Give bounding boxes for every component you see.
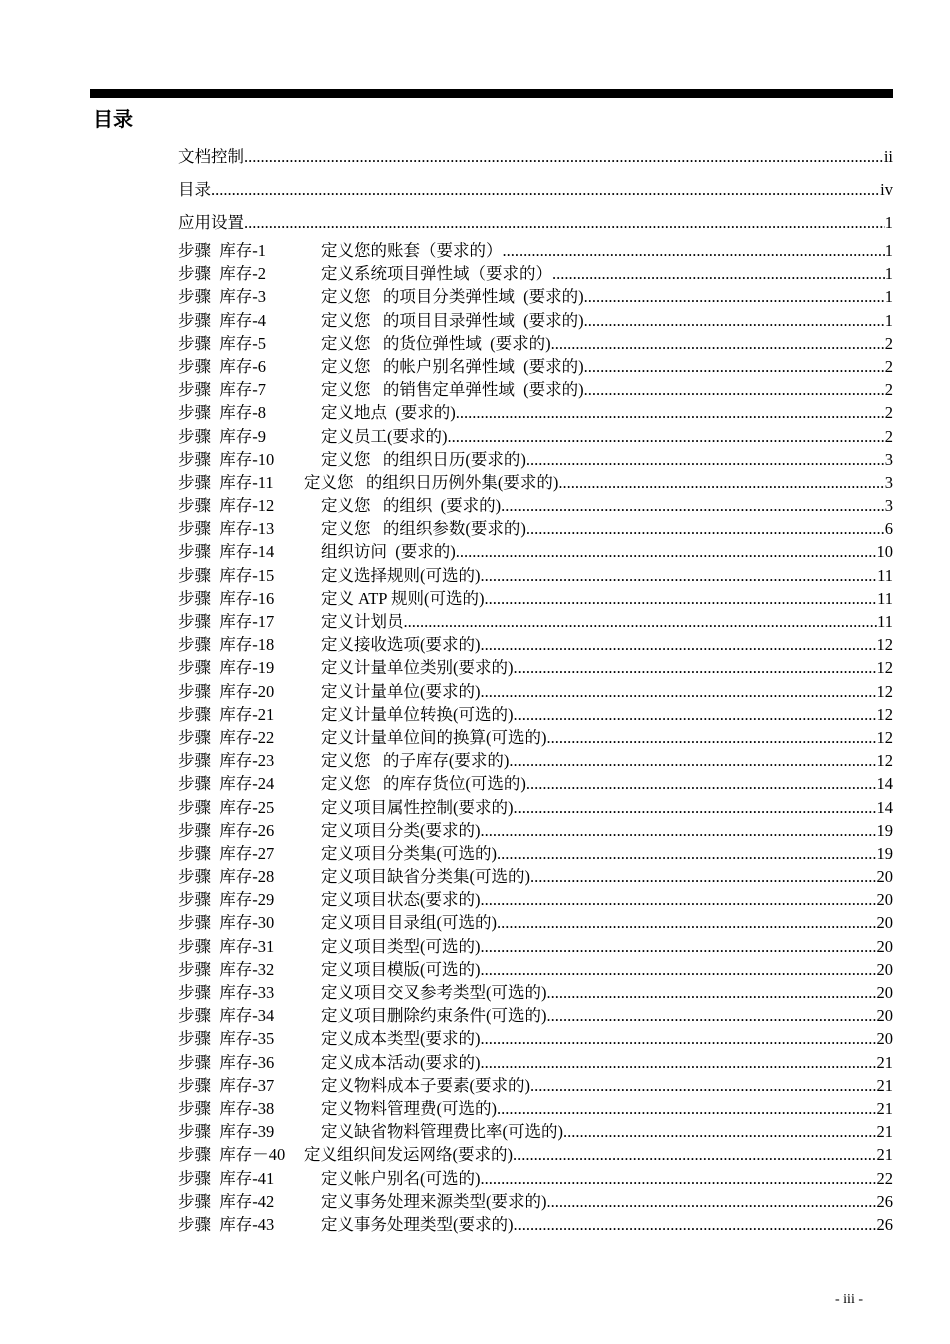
toc-step-page: 21 xyxy=(876,1098,893,1118)
toc-step-label: 步骤 库存-38 xyxy=(178,1098,275,1118)
toc-step-page: 12 xyxy=(876,658,893,678)
toc-step-entry[interactable] xyxy=(178,981,893,1004)
toc-step-entry[interactable] xyxy=(178,749,893,772)
toc-step-title: 定义事务处理类型(要求的) xyxy=(321,1214,514,1234)
dot-leader xyxy=(501,494,885,517)
toc-step-page: 21 xyxy=(876,1145,893,1165)
toc-step-label: 步骤 库存-18 xyxy=(178,635,275,655)
toc-step-entry[interactable] xyxy=(178,911,893,934)
toc-step-page: 20 xyxy=(876,867,893,887)
toc-step-page: 3 xyxy=(884,496,893,516)
toc-step-label: 步骤 库存-43 xyxy=(178,1214,275,1234)
toc-step-label: 步骤 库存-25 xyxy=(178,797,275,817)
toc-step-entry[interactable] xyxy=(178,425,893,448)
toc-entry[interactable] xyxy=(178,206,893,239)
toc-step-label: 步骤 库存－40 xyxy=(178,1145,286,1165)
toc-step-page: 10 xyxy=(876,542,893,562)
toc-step-page: 26 xyxy=(876,1191,893,1211)
toc-step-title: 定义项目目录组(可选的) xyxy=(321,913,497,933)
toc-step-entry[interactable] xyxy=(178,401,893,424)
toc-step-entry[interactable] xyxy=(178,540,893,563)
dot-leader xyxy=(551,332,885,355)
toc-step-label: 步骤 库存-12 xyxy=(178,496,275,516)
toc-step-label: 步骤 库存-20 xyxy=(178,681,275,701)
toc-step-label: 步骤 库存-23 xyxy=(178,751,275,771)
toc-step-page: 20 xyxy=(876,959,893,979)
dot-leader xyxy=(547,1190,877,1213)
toc-step-page: 1 xyxy=(884,264,893,284)
toc-step-title: 定义物料成本子要素(要求的) xyxy=(321,1075,530,1095)
toc-step-title: 定义计划员 xyxy=(321,612,404,631)
toc-step-label: 步骤 库存-30 xyxy=(178,913,275,933)
toc-step-page: 12 xyxy=(876,704,893,724)
toc-step-page: 21 xyxy=(876,1075,893,1095)
toc-step-page: 6 xyxy=(884,519,893,539)
toc-step-label: 步骤 库存-3 xyxy=(178,287,266,307)
dot-leader xyxy=(514,1213,877,1236)
dot-leader xyxy=(497,842,877,865)
toc-step-page: 11 xyxy=(877,565,893,585)
toc-step-page: 2 xyxy=(884,426,893,446)
toc-step-entry[interactable] xyxy=(178,1074,893,1097)
dot-leader xyxy=(509,749,876,772)
toc-step-entry[interactable] xyxy=(178,958,893,981)
toc-step-label: 步骤 库存-27 xyxy=(178,843,275,863)
toc-step-entry[interactable] xyxy=(178,703,893,726)
dot-leader xyxy=(481,958,877,981)
toc-step-title: 定义您 的组织日历(要求的) xyxy=(321,449,526,469)
toc-step-label: 步骤 库存-36 xyxy=(178,1052,275,1072)
toc-step-entry[interactable] xyxy=(178,494,893,517)
toc-step-entry[interactable] xyxy=(178,819,893,842)
dot-leader xyxy=(563,1120,877,1143)
dot-leader xyxy=(484,587,877,610)
toc-step-page: 20 xyxy=(876,1006,893,1026)
dot-leader xyxy=(456,540,877,563)
toc-entry[interactable] xyxy=(178,173,893,206)
dot-leader xyxy=(514,656,877,679)
dot-leader xyxy=(481,680,877,703)
toc-step-title: 定义您 的组织 (要求的) xyxy=(321,496,502,516)
toc-step-title: 定义您 的货位弹性域 (要求的) xyxy=(321,333,551,353)
toc-step-entry[interactable] xyxy=(178,262,893,285)
toc-step-entry[interactable] xyxy=(178,471,893,494)
dot-leader xyxy=(547,1004,877,1027)
page-number: - iii - xyxy=(835,1292,863,1307)
toc-step-entry[interactable] xyxy=(178,1167,893,1190)
toc-step-entry[interactable] xyxy=(178,726,893,749)
toc-step-page: 2 xyxy=(884,380,893,400)
toc-step-page: 20 xyxy=(876,936,893,956)
toc-step-entry[interactable] xyxy=(178,448,893,471)
toc-step-entry[interactable] xyxy=(178,1190,893,1213)
dot-leader xyxy=(481,1167,877,1190)
toc-step-label: 步骤 库存-34 xyxy=(178,1006,275,1026)
toc-entry-title: 目录 xyxy=(178,180,211,199)
toc-step-page: 12 xyxy=(876,681,893,701)
toc-step-title: 定义员工(要求的) xyxy=(321,426,448,446)
dot-leader xyxy=(503,239,885,262)
toc-step-title: 定义项目分类集(可选的) xyxy=(321,843,497,863)
toc-step-page: 20 xyxy=(876,913,893,933)
toc-step-entry[interactable] xyxy=(178,517,893,540)
toc-step-title: 定义缺省物料管理费比率(可选的) xyxy=(321,1122,563,1142)
toc-step-title: 定义项目属性控制(要求的) xyxy=(321,797,514,817)
dot-leader xyxy=(244,140,884,173)
dot-leader xyxy=(244,206,885,239)
toc-step-title: 定义您 的子库存(要求的) xyxy=(321,751,510,771)
dot-leader xyxy=(211,173,880,206)
toc-step-entry[interactable] xyxy=(178,610,893,633)
toc-step-entry[interactable] xyxy=(178,587,893,610)
toc-step-title: 定义计量单位间的换算(可选的) xyxy=(321,727,547,747)
dot-leader xyxy=(481,1027,877,1050)
toc-step-label: 步骤 库存-39 xyxy=(178,1122,275,1142)
dot-leader xyxy=(584,378,885,401)
toc-step-entry[interactable] xyxy=(178,564,893,587)
toc-step-entry[interactable] xyxy=(178,888,893,911)
table-of-contents xyxy=(178,140,893,1236)
toc-step-page: 12 xyxy=(876,751,893,771)
toc-step-label: 步骤 库存-17 xyxy=(178,612,275,631)
toc-step-title: 定义计量单位转换(可选的) xyxy=(321,704,514,724)
dot-leader xyxy=(530,1074,877,1097)
toc-step-title: 定义您 的项目分类弹性域 (要求的) xyxy=(321,287,584,307)
dot-leader xyxy=(547,726,877,749)
toc-step-label: 步骤 库存-24 xyxy=(178,774,275,794)
toc-step-entry[interactable] xyxy=(178,1097,893,1120)
toc-step-entry[interactable] xyxy=(178,935,893,958)
toc-step-title: 定义您 的库存货位(可选的) xyxy=(321,774,526,794)
toc-step-page: 21 xyxy=(876,1122,893,1142)
dot-leader xyxy=(584,285,885,308)
toc-step-title: 定义项目分类(要求的) xyxy=(321,820,481,840)
toc-step-label: 步骤 库存-31 xyxy=(178,936,275,956)
toc-step-label: 步骤 库存-35 xyxy=(178,1029,275,1049)
toc-step-entry[interactable] xyxy=(178,1027,893,1050)
toc-step-label: 步骤 库存-11 xyxy=(178,472,274,492)
toc-entry-page: 1 xyxy=(884,213,893,232)
toc-step-label: 步骤 库存-15 xyxy=(178,565,275,585)
dot-leader xyxy=(404,610,878,633)
dot-leader xyxy=(448,425,885,448)
toc-step-label: 步骤 库存-10 xyxy=(178,449,275,469)
toc-step-entry[interactable] xyxy=(178,1143,893,1166)
toc-heading: 目录 xyxy=(93,107,133,131)
toc-step-label: 步骤 库存-9 xyxy=(178,426,266,446)
dot-leader xyxy=(558,471,884,494)
toc-step-title: 定义地点 (要求的) xyxy=(321,403,456,423)
toc-step-title: 定义您的账套（要求的） xyxy=(321,241,503,260)
toc-step-label: 步骤 库存-33 xyxy=(178,983,275,1002)
toc-step-title: 定义您 的组织参数(要求的) xyxy=(321,519,526,539)
dot-leader xyxy=(526,448,885,471)
toc-step-label: 步骤 库存-42 xyxy=(178,1191,275,1211)
top-rule xyxy=(90,89,893,98)
toc-entry-title: 文档控制 xyxy=(178,147,244,166)
toc-step-page: 19 xyxy=(876,843,893,863)
toc-step-title: 定义项目类型(可选的) xyxy=(321,936,481,956)
toc-step-label: 步骤 库存-19 xyxy=(178,658,275,678)
toc-step-title: 定义组织间发运网络(要求的) xyxy=(304,1145,513,1165)
toc-step-entry[interactable] xyxy=(178,1051,893,1074)
toc-step-page: 3 xyxy=(884,449,893,469)
toc-step-entry[interactable] xyxy=(178,332,893,355)
dot-leader xyxy=(514,703,877,726)
toc-step-page: 2 xyxy=(884,403,893,423)
toc-step-page: 21 xyxy=(876,1052,893,1072)
dot-leader xyxy=(584,309,885,332)
toc-step-page: 11 xyxy=(877,588,893,608)
toc-step-title: 定义 ATP 规则(可选的) xyxy=(321,588,485,608)
toc-step-page: 20 xyxy=(876,983,893,1002)
toc-step-label: 步骤 库存-26 xyxy=(178,820,275,840)
toc-step-title: 定义成本活动(要求的) xyxy=(321,1052,481,1072)
toc-step-label: 步骤 库存-13 xyxy=(178,519,275,539)
toc-step-label: 步骤 库存-1 xyxy=(178,241,266,260)
dot-leader xyxy=(497,1097,877,1120)
toc-step-page: 20 xyxy=(876,1029,893,1049)
toc-step-entry[interactable] xyxy=(178,680,893,703)
toc-step-title: 定义项目删除约束条件(可选的) xyxy=(321,1006,547,1026)
toc-step-page: 26 xyxy=(876,1214,893,1234)
dot-leader xyxy=(547,981,877,1004)
dot-leader xyxy=(481,935,877,958)
toc-step-entry[interactable] xyxy=(178,656,893,679)
dot-leader xyxy=(481,888,877,911)
toc-step-entry[interactable] xyxy=(178,378,893,401)
dot-leader xyxy=(481,633,877,656)
toc-step-entry[interactable] xyxy=(178,796,893,819)
toc-step-title: 定义系统项目弹性域（要求的） xyxy=(321,264,552,284)
toc-step-title: 定义物料管理费(可选的) xyxy=(321,1098,497,1118)
toc-entry-title: 应用设置 xyxy=(178,213,244,232)
toc-step-entry[interactable] xyxy=(178,842,893,865)
toc-step-page: 22 xyxy=(876,1168,893,1188)
toc-step-page: 2 xyxy=(884,356,893,376)
dot-leader xyxy=(481,564,878,587)
toc-step-entry[interactable] xyxy=(178,1120,893,1143)
toc-step-page: 1 xyxy=(884,287,893,307)
toc-step-title: 定义计量单位类别(要求的) xyxy=(321,658,514,678)
dot-leader xyxy=(526,517,885,540)
toc-step-entry[interactable] xyxy=(178,865,893,888)
toc-step-page: 11 xyxy=(877,612,893,631)
toc-step-page: 12 xyxy=(876,727,893,747)
toc-step-label: 步骤 库存-8 xyxy=(178,403,266,423)
toc-entry[interactable] xyxy=(178,140,893,173)
page-footer xyxy=(0,1292,950,1308)
toc-step-label: 步骤 库存-28 xyxy=(178,867,275,887)
toc-step-entry[interactable] xyxy=(178,239,893,262)
toc-step-label: 步骤 库存-6 xyxy=(178,356,266,376)
toc-step-page: 12 xyxy=(876,635,893,655)
toc-step-entry[interactable] xyxy=(178,772,893,795)
toc-step-title: 定义您 的项目目录弹性域 (要求的) xyxy=(321,310,584,330)
toc-step-entry[interactable] xyxy=(178,1004,893,1027)
toc-step-title: 定义项目状态(要求的) xyxy=(321,890,481,910)
toc-step-title: 定义您 的帐户别名弹性域 (要求的) xyxy=(321,356,584,376)
toc-step-label: 步骤 库存-41 xyxy=(178,1168,275,1188)
toc-step-entry[interactable] xyxy=(178,285,893,308)
toc-entry-page: ii xyxy=(883,147,893,166)
dot-leader xyxy=(514,796,877,819)
dot-leader xyxy=(497,911,877,934)
toc-step-title: 定义帐户别名(可选的) xyxy=(321,1168,481,1188)
toc-step-page: 20 xyxy=(876,890,893,910)
toc-step-label: 步骤 库存-21 xyxy=(178,704,275,724)
dot-leader xyxy=(584,355,885,378)
dot-leader xyxy=(456,401,885,424)
toc-step-label: 步骤 库存-7 xyxy=(178,380,266,400)
dot-leader xyxy=(526,772,877,795)
dot-leader xyxy=(513,1143,877,1166)
toc-step-label: 步骤 库存-37 xyxy=(178,1075,275,1095)
toc-step-label: 步骤 库存-2 xyxy=(178,264,266,284)
dot-leader xyxy=(530,865,877,888)
toc-step-page: 1 xyxy=(884,310,893,330)
toc-step-entry[interactable] xyxy=(178,355,893,378)
toc-step-entry[interactable] xyxy=(178,633,893,656)
toc-step-entry[interactable] xyxy=(178,309,893,332)
toc-step-title: 定义项目缺省分类集(可选的) xyxy=(321,867,530,887)
toc-entry-page: iv xyxy=(880,180,893,199)
toc-step-label: 步骤 库存-4 xyxy=(178,310,266,330)
toc-step-page: 14 xyxy=(876,774,893,794)
toc-step-page: 14 xyxy=(876,797,893,817)
toc-step-title: 定义您 的组织日历例外集(要求的) xyxy=(304,472,559,492)
toc-step-label: 步骤 库存-5 xyxy=(178,333,266,353)
toc-step-title: 定义事务处理来源类型(要求的) xyxy=(321,1191,547,1211)
toc-step-title: 定义成本类型(要求的) xyxy=(321,1029,481,1049)
toc-step-title: 组织访问 (要求的) xyxy=(321,542,456,562)
toc-step-title: 定义项目交叉参考类型(可选的) xyxy=(321,983,547,1002)
toc-step-title: 定义项目模版(可选的) xyxy=(321,959,481,979)
toc-step-page: 19 xyxy=(876,820,893,840)
toc-step-page: 3 xyxy=(884,472,893,492)
toc-step-entry[interactable] xyxy=(178,1213,893,1236)
toc-step-title: 定义选择规则(可选的) xyxy=(321,565,481,585)
toc-step-label: 步骤 库存-32 xyxy=(178,959,275,979)
toc-step-page: 2 xyxy=(884,333,893,353)
toc-step-title: 定义您 的销售定单弹性域 (要求的) xyxy=(321,380,584,400)
dot-leader xyxy=(481,819,877,842)
toc-step-title: 定义计量单位(要求的) xyxy=(321,681,481,701)
toc-step-page: 1 xyxy=(884,241,893,260)
toc-step-label: 步骤 库存-22 xyxy=(178,727,275,747)
toc-step-label: 步骤 库存-29 xyxy=(178,890,275,910)
dot-leader xyxy=(481,1051,877,1074)
dot-leader xyxy=(552,262,885,285)
toc-step-label: 步骤 库存-16 xyxy=(178,588,275,608)
toc-step-label: 步骤 库存-14 xyxy=(178,542,275,562)
toc-step-title: 定义接收选项(要求的) xyxy=(321,635,481,655)
